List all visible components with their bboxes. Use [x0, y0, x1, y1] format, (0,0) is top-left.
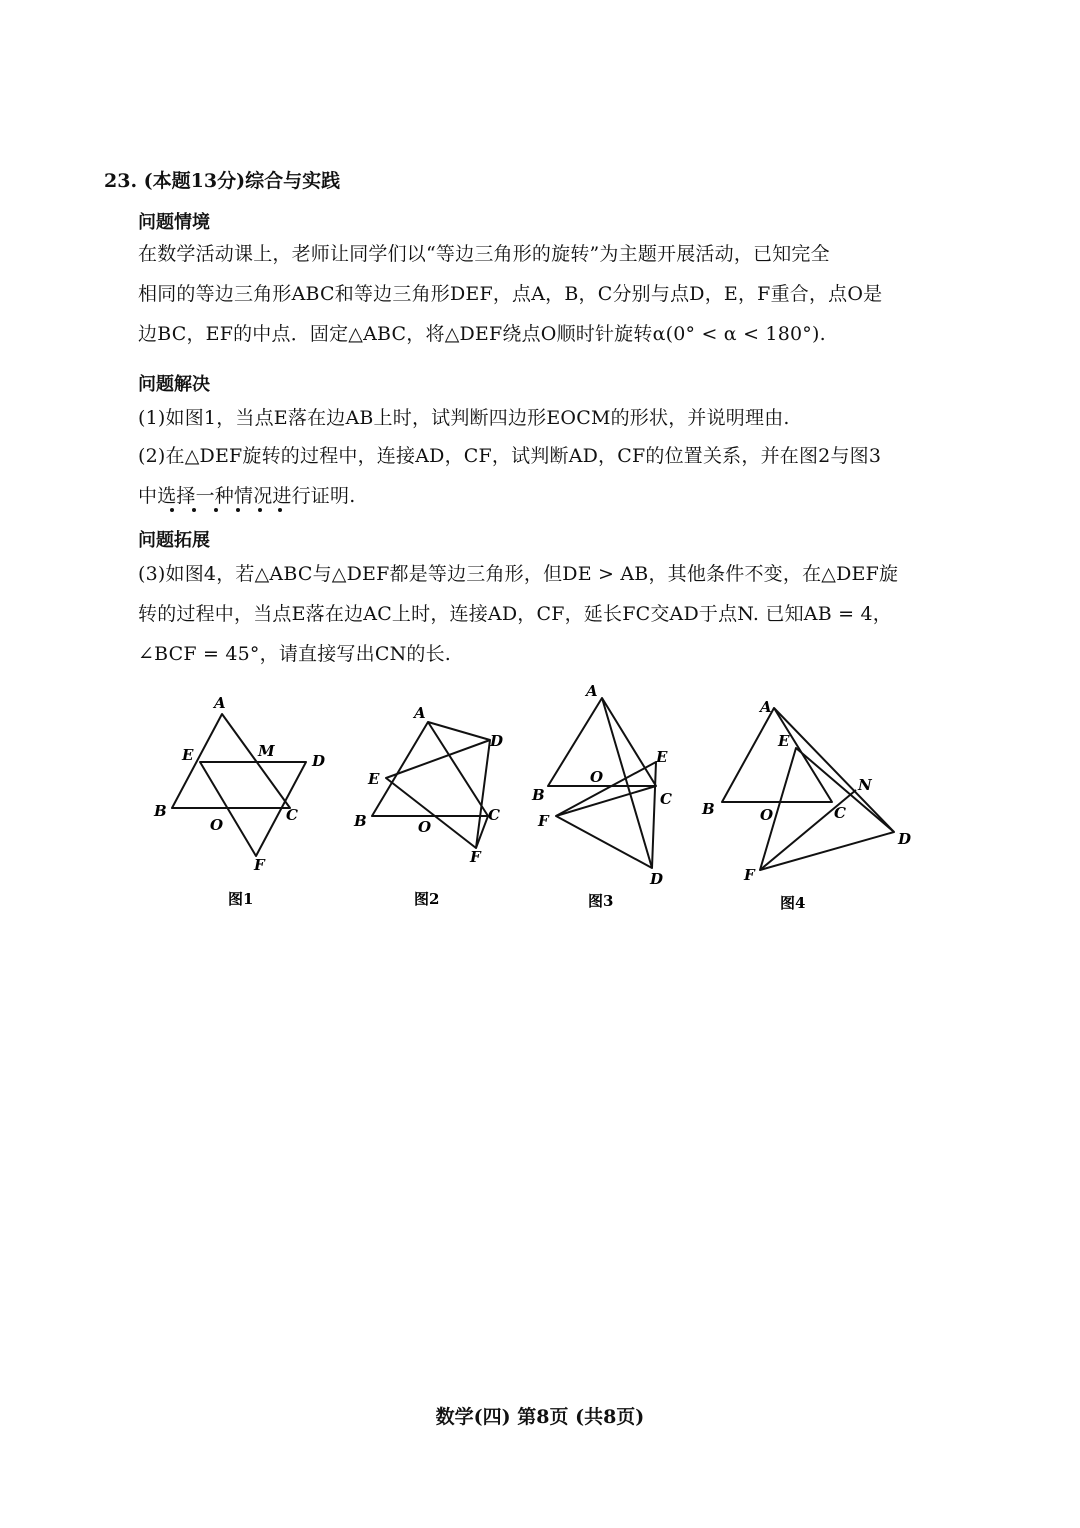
fig2-label-F: F [470, 848, 481, 866]
solve-line-1: (1)如图1，当点E落在边AB上时，试判断四边形EOCM的形状，并说明理由. [138, 407, 790, 429]
fig2-label-B: B [354, 812, 367, 830]
fig2-label-A: A [414, 704, 426, 722]
fig2-label-O: O [418, 818, 432, 836]
fig4-label-B: B [702, 800, 715, 818]
fig1-label-O: O [210, 816, 224, 834]
fig1-label-M: M [258, 742, 275, 760]
figure-4-caption: 图4 [780, 894, 806, 912]
figure-1-labels [153, 694, 325, 874]
section-heading-extend: 问题拓展 [138, 530, 210, 551]
fig4-label-D: D [898, 830, 912, 848]
context-line-3: 边BC，EF的中点．固定△ABC，将△DEF绕点O顺时针旋转α(0° < α < 180°). [138, 323, 826, 345]
fig4-label-A: A [760, 698, 772, 716]
fig1-label-E: E [182, 746, 194, 764]
fig2-label-D: D [490, 732, 504, 750]
section-heading-solve: 问题解决 [138, 374, 210, 395]
fig2-label-E: E [368, 770, 380, 788]
fig3-label-O: O [590, 768, 604, 786]
fig1-label-A: A [214, 694, 226, 712]
fig4-label-O: O [760, 806, 774, 824]
section-heading-context: 问题情境 [138, 212, 210, 233]
fig4-label-C: C [834, 804, 846, 822]
extend-line-3: ∠BCF = 45°，请直接写出CN的长. [138, 643, 452, 665]
figure-3-caption: 图3 [588, 892, 614, 910]
figure-1-caption: 图1 [228, 890, 254, 908]
fig1-label-B: B [154, 802, 167, 820]
fig4-label-F: F [744, 866, 755, 884]
extend-line-2: 转的过程中，当点E落在边AC上时，连接AD，CF，延长FC交AD于点N. 已知AB = 4， [138, 603, 892, 625]
fig1-label-D: D [312, 752, 326, 770]
solve-line-2: (2)在△DEF旋转的过程中，连接AD，CF，试判断AD，CF的位置关系，并在图2与图3 [138, 445, 882, 467]
solve-line-3: 中选择一种情况进行证明. [138, 485, 356, 507]
fig3-label-D: D [650, 870, 664, 888]
fig3-label-B: B [532, 786, 545, 804]
fig4-label-N: N [858, 776, 872, 794]
fig3-label-C: C [660, 790, 672, 808]
fig1-label-F: F [254, 856, 265, 874]
fig1-label-C: C [286, 806, 298, 824]
figure-1-lines [172, 714, 306, 856]
figure-2-caption: 图2 [414, 890, 440, 908]
fig2-label-C: C [488, 806, 500, 824]
figure-2-labels [353, 704, 503, 866]
context-line-1: 在数学活动课上，老师让同学们以“等边三角形的旋转”为主题开展活动，已知完全 [138, 243, 830, 265]
page-footer: 数学(四) 第8页 (共8页) [435, 1406, 645, 1428]
context-line-2: 相同的等边三角形ABC和等边三角形DEF，点A，B，C分别与点D，E，F重合，点O是 [138, 283, 883, 305]
extend-line-1: (3)如图4，若△ABC与△DEF都是等边三角形，但DE > AB，其他条件不变，在△DEF旋 [138, 563, 899, 585]
fig3-label-E: E [656, 748, 668, 766]
question-title: 23. (本题13分)综合与实践 [104, 170, 341, 192]
fig3-label-F: F [538, 812, 549, 830]
fig3-label-A: A [586, 682, 598, 700]
fig4-label-E: E [778, 732, 790, 750]
